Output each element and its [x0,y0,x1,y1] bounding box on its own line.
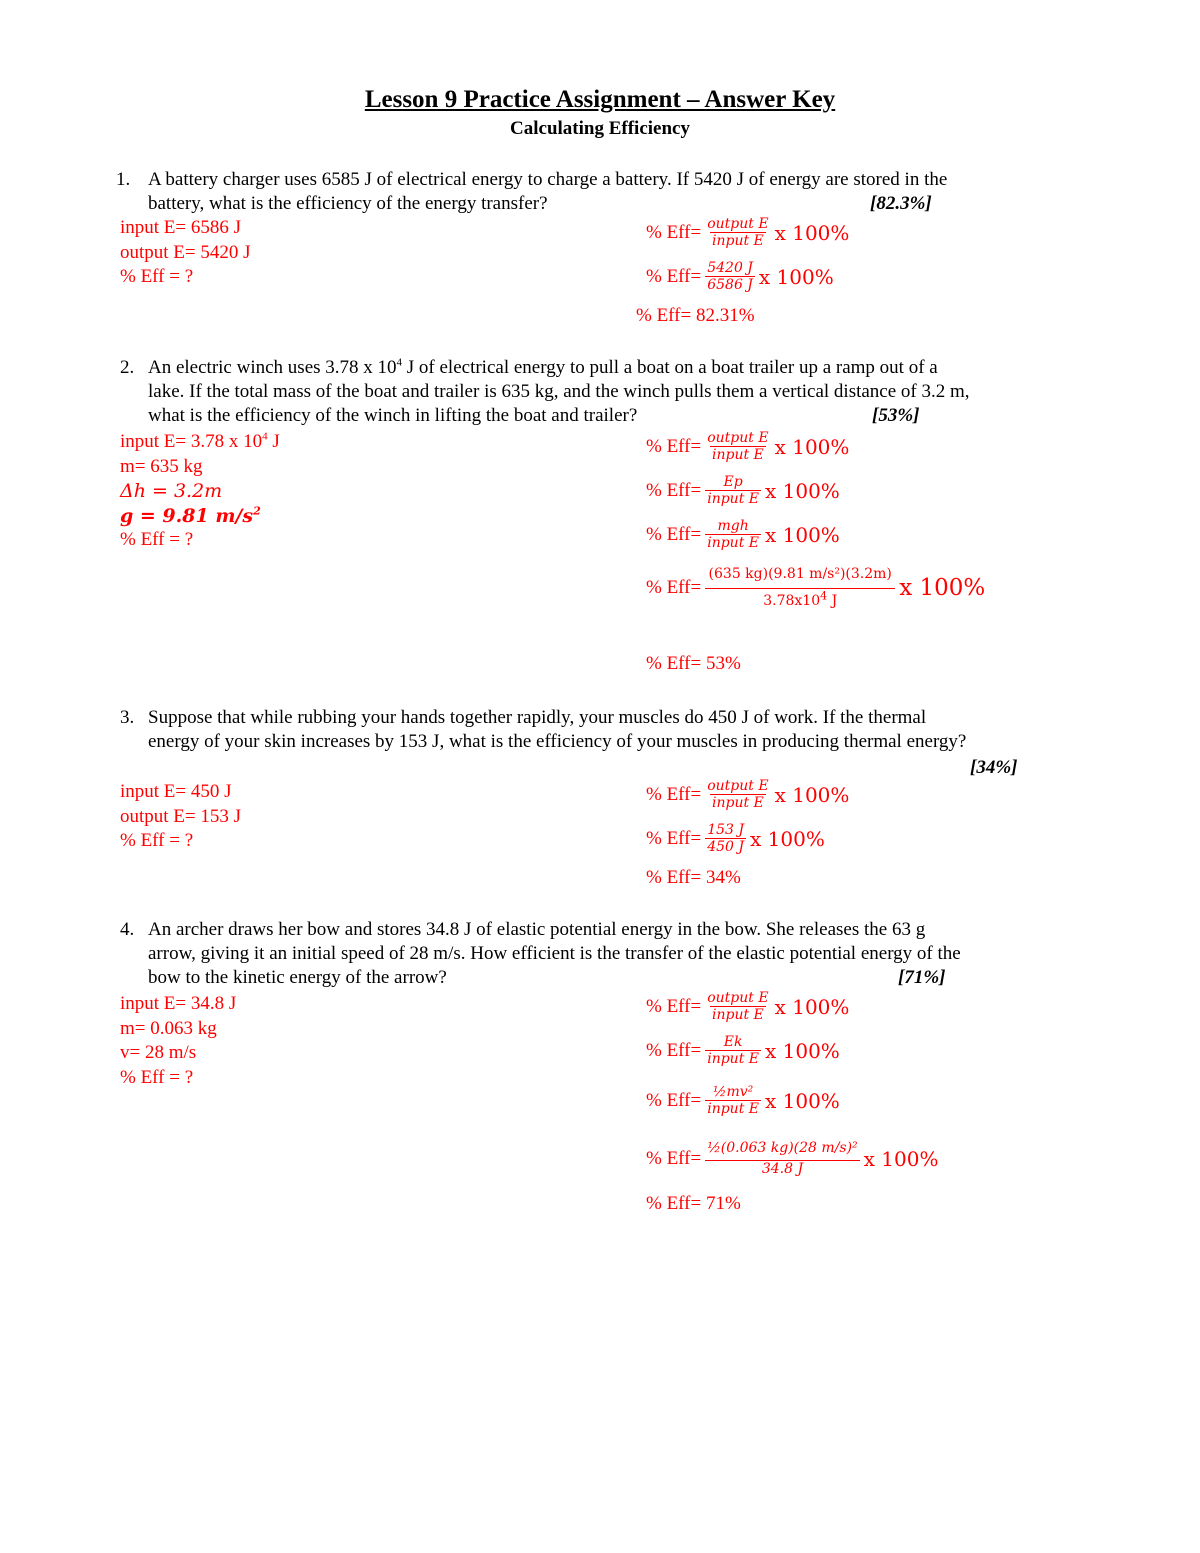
fraction-denominator: 6586 J [707,277,753,293]
equation-step [646,474,840,507]
fraction-numerator: 5420 J [707,260,753,276]
fraction [705,566,895,609]
question-text-line: bow to the kinetic energy of the arrow? [148,967,447,988]
fraction [705,1034,761,1067]
fraction-numerator: (635 kg)(9.81 m/s²)(3.2m) [708,566,892,582]
given-input: input E= 6586 J [120,217,242,238]
equation-label: % Eff= [646,827,702,849]
equation-step [646,518,840,551]
equation-step [646,1034,840,1067]
fraction-denominator: 450 J [707,839,745,855]
question-4 [122,918,925,942]
fraction-numerator: 153 J [707,822,745,838]
fraction [705,990,770,1023]
fraction-denominator: input E [707,1101,759,1117]
fraction-denominator: 34.8 J [705,1160,859,1177]
fraction-numerator: Ek [723,1034,743,1050]
equation-step [646,1140,939,1177]
equation-step [646,430,849,463]
given-height: Δh = 3.2m [120,480,223,502]
given-values [120,992,236,1090]
given-values [120,430,280,553]
equation-label: % Eff= [646,265,702,287]
equation-label: % Eff= [646,1089,702,1111]
equation-label: % Eff= [646,783,702,805]
fraction-denominator: $3.78x10^4$ J [705,588,895,609]
question-number: 4. [120,919,135,940]
fraction [705,474,761,507]
given-input: input E= 450 J [120,781,232,802]
fraction [705,778,770,811]
fraction-denominator: input E [712,1007,764,1023]
equation-step [646,566,985,609]
equation-label: % Eff= [646,1147,702,1169]
result: % Eff= 34% [646,867,741,888]
equation-label: % Eff= [646,523,702,545]
fraction-denominator: input E [707,535,759,551]
fraction [705,260,755,293]
page-title: Lesson 9 Practice Assignment – Answer Key [364,86,836,113]
equation-label: % Eff= [646,995,702,1017]
multiplier: x 100% [765,522,840,547]
fraction-numerator: Ep [723,474,743,490]
question-number: 2. [120,357,135,378]
fraction-denominator: input E [707,1051,759,1067]
given-gravity: g = 9.81 $m/s^2$ [120,504,261,527]
fraction-denominator: input E [712,795,764,811]
fraction [705,216,770,249]
equation-step [646,822,825,855]
given-unknown: % Eff = ? [120,830,194,851]
fraction-numerator: output E [707,430,769,446]
answer-badge: [82.3%] [870,193,932,214]
given-unknown: % Eff = ? [120,529,194,550]
multiplier: x 100% [774,434,850,459]
answer-badge: [71%] [898,967,946,988]
equation-step [646,216,849,249]
equation-step [646,778,849,811]
multiplier: x 100% [765,1088,840,1113]
equation-label: % Eff= [646,1039,702,1061]
fraction-numerator: output E [707,216,769,232]
multiplier: x 100% [774,782,850,807]
equation-label: % Eff= [646,221,702,243]
question-text-line: An electric winch uses 3.78 x $10^4$ J of electrical energy to pull a boat on a boat trailer up a ramp out of a [148,356,938,378]
fraction-denominator: input E [707,491,759,507]
fraction [705,1084,761,1117]
fraction-numerator: ½mv² [712,1084,754,1100]
equation-label: % Eff= [646,479,702,501]
fraction-denominator: input E [712,233,764,249]
answer-badge: [34%] [970,757,1018,778]
fraction-numerator: output E [707,778,769,794]
given-velocity: v= 28 m/s [120,1042,197,1063]
question-2 [122,356,938,380]
multiplier: x 100% [750,826,825,851]
multiplier: x 100% [765,1038,840,1063]
fraction [705,518,761,551]
fraction-numerator: mgh [717,518,749,534]
given-unknown: % Eff = ? [120,1066,194,1088]
given-output: output E= 5420 J [120,241,251,263]
result: % Eff= 71% [646,1193,741,1214]
question-text-line: energy of your skin increases by 153 J, what is the efficiency of your muscles in producing thermal energy? [148,731,967,752]
equation-label: % Eff= [646,576,702,598]
given-input: input E= 3.78 x $10^4$ J [120,430,280,452]
given-unknown: % Eff = ? [120,266,194,287]
question-text-line: A battery charger uses 6585 J of electrical energy to charge a battery. If 5420 J of energy are stored in the [148,169,948,190]
question-text-line: arrow, giving it an initial speed of 28 m/s. How efficient is the transfer of the elastic potential energy of the [148,943,961,964]
given-mass: m= 0.063 kg [120,1017,217,1039]
result: % Eff= 82.31% [636,305,755,326]
multiplier: x 100% [899,574,986,601]
answer-badge: [53%] [872,405,920,426]
equation-step [646,990,849,1023]
fraction-numerator: output E [707,990,769,1006]
multiplier: x 100% [774,220,850,245]
question-number: 3. [120,707,135,728]
result: % Eff= 53% [646,653,741,674]
fraction-numerator: ½(0.063 kg)(28 m/s)² [707,1140,858,1156]
question-text-line: lake. If the total mass of the boat and trailer is 635 kg, and the winch pulls them a vertical distance of 3.2 m, [148,381,970,402]
multiplier: x 100% [765,478,840,503]
given-mass: m= 635 kg [120,455,203,477]
given-values [120,780,241,854]
given-values [120,216,251,290]
question-number: 1. [116,169,131,190]
equation-label: % Eff= [646,435,702,457]
given-output: output E= 153 J [120,805,242,827]
multiplier: x 100% [758,264,834,289]
question-text-line: battery, what is the efficiency of the energy transfer? [148,193,548,214]
question-text-line: Suppose that while rubbing your hands together rapidly, your muscles do 450 J of work. If the thermal [148,707,927,728]
equation-step [646,1084,840,1117]
equation-step [646,260,834,293]
question-text-line: what is the efficiency of the winch in lifting the boat and trailer? [148,405,638,426]
given-input: input E= 34.8 J [120,993,237,1014]
fraction [705,430,770,463]
page-subtitle: Calculating Efficiency [510,118,690,139]
fraction [705,822,746,855]
question-text-line: An archer draws her bow and stores 34.8 J of elastic potential energy in the bow. She releases the 63 g [148,919,926,940]
question-3 [122,706,926,730]
fraction-denominator: input E [712,447,764,463]
question-1 [116,168,948,192]
multiplier: x 100% [863,1146,939,1171]
multiplier: x 100% [774,994,850,1019]
fraction [705,1140,859,1177]
